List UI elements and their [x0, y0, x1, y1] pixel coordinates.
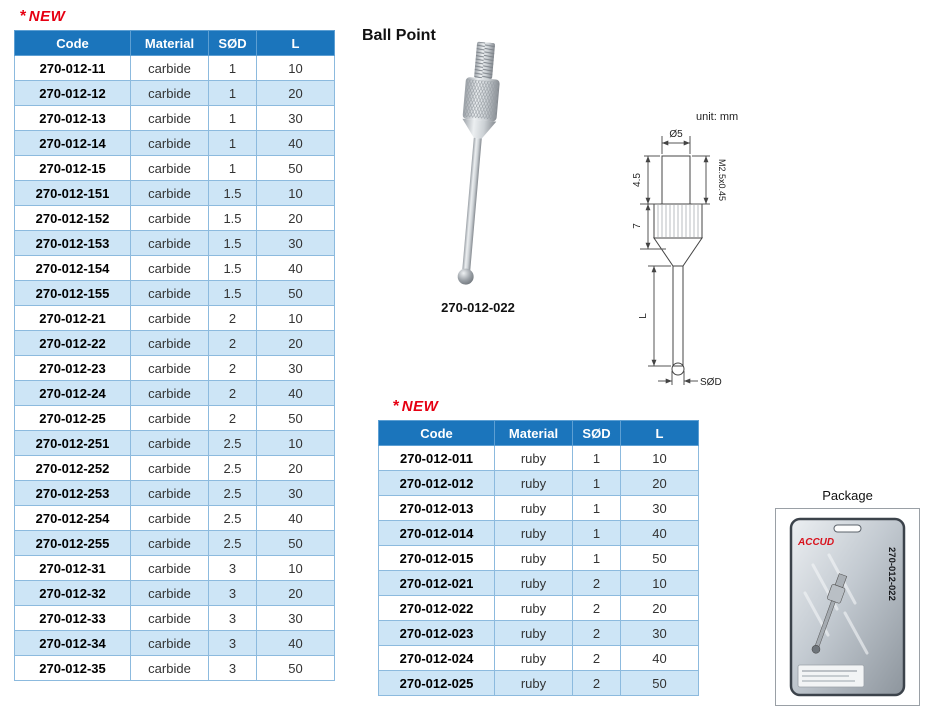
col-header-material: Material — [131, 31, 209, 56]
spec-cell: carbide — [131, 331, 209, 356]
table-row — [15, 231, 335, 256]
table-row — [379, 621, 699, 646]
spec-cell: carbide — [131, 356, 209, 381]
code-cell: 270-012-252 — [15, 456, 131, 481]
spec-cell: 1.5 — [209, 181, 257, 206]
spec-cell: 2 — [209, 331, 257, 356]
spec-cell: carbide — [131, 206, 209, 231]
new-star-icon: * — [393, 398, 400, 415]
code-cell: 270-012-33 — [15, 606, 131, 631]
spec-cell: 50 — [257, 156, 335, 181]
spec-cell: 1.5 — [209, 206, 257, 231]
spec-cell: carbide — [131, 606, 209, 631]
code-cell: 270-012-151 — [15, 181, 131, 206]
dim-tip-dia: SØD — [700, 377, 722, 388]
spec-cell: 30 — [257, 106, 335, 131]
col-header-l: L — [257, 31, 335, 56]
table-row — [15, 431, 335, 456]
table-row — [15, 181, 335, 206]
spec-cell: 40 — [257, 381, 335, 406]
spec-cell: 50 — [621, 546, 699, 571]
spec-cell: carbide — [131, 656, 209, 681]
spec-cell: 1 — [209, 81, 257, 106]
dim-collar-height: 7 — [632, 223, 643, 229]
spec-cell: 2 — [573, 646, 621, 671]
code-cell: 270-012-255 — [15, 531, 131, 556]
code-cell: 270-012-021 — [379, 571, 495, 596]
code-cell: 270-012-025 — [379, 671, 495, 696]
code-cell: 270-012-014 — [379, 521, 495, 546]
spec-cell: carbide — [131, 556, 209, 581]
ball-point-stylus-photo — [420, 40, 530, 298]
code-cell: 270-012-14 — [15, 131, 131, 156]
spec-cell: 10 — [621, 571, 699, 596]
drawing-stud — [662, 156, 690, 204]
spec-cell: 40 — [257, 506, 335, 531]
spec-cell: 1 — [573, 521, 621, 546]
spec-cell: 1 — [573, 471, 621, 496]
table-row — [15, 531, 335, 556]
code-cell: 270-012-251 — [15, 431, 131, 456]
col-header-sod: SØD — [573, 421, 621, 446]
spec-cell: 50 — [257, 656, 335, 681]
spec-cell: carbide — [131, 456, 209, 481]
dim-stud-height: 4.5 — [632, 173, 643, 187]
blister-package-photo — [785, 517, 910, 697]
table-row — [379, 496, 699, 521]
spec-cell: ruby — [495, 496, 573, 521]
spec-cell: carbide — [131, 156, 209, 181]
spec-cell: 10 — [257, 181, 335, 206]
spec-cell: 2 — [573, 621, 621, 646]
spec-cell: 30 — [621, 496, 699, 521]
code-cell: 270-012-015 — [379, 546, 495, 571]
package-label: Package — [822, 488, 873, 503]
spec-cell: 2 — [209, 406, 257, 431]
table-row — [379, 471, 699, 496]
spec-cell: 20 — [257, 456, 335, 481]
code-cell: 270-012-155 — [15, 281, 131, 306]
table-row — [379, 546, 699, 571]
spec-cell: carbide — [131, 131, 209, 156]
table-row — [15, 281, 335, 306]
code-cell: 270-012-23 — [15, 356, 131, 381]
dim-length: L — [638, 313, 649, 319]
code-cell: 270-012-022 — [379, 596, 495, 621]
spec-cell: 30 — [257, 356, 335, 381]
col-header-material: Material — [495, 421, 573, 446]
spec-cell: 2 — [209, 306, 257, 331]
unit-label: unit: mm — [696, 111, 739, 123]
table-row — [379, 446, 699, 471]
spec-cell: 20 — [621, 471, 699, 496]
spec-cell: carbide — [131, 631, 209, 656]
spec-cell: ruby — [495, 646, 573, 671]
spec-cell: carbide — [131, 581, 209, 606]
dim-thread-spec: M2.5x0.45 — [717, 158, 727, 202]
table-row — [15, 556, 335, 581]
code-cell: 270-012-15 — [15, 156, 131, 181]
table-row — [379, 596, 699, 621]
spec-cell: ruby — [495, 521, 573, 546]
spec-cell: carbide — [131, 381, 209, 406]
spec-cell: carbide — [131, 181, 209, 206]
spec-cell: carbide — [131, 81, 209, 106]
spec-cell: 20 — [621, 596, 699, 621]
col-header-code: Code — [379, 421, 495, 446]
code-cell: 270-012-012 — [379, 471, 495, 496]
technical-drawing — [598, 104, 788, 404]
table-row — [15, 606, 335, 631]
spec-cell: carbide — [131, 531, 209, 556]
new-badge-text: NEW — [401, 398, 439, 415]
spec-cell: carbide — [131, 481, 209, 506]
table-row — [15, 381, 335, 406]
stylus-ball-tip — [457, 268, 474, 285]
spec-cell: carbide — [131, 506, 209, 531]
spec-cell: 3 — [209, 606, 257, 631]
spec-cell: 2.5 — [209, 531, 257, 556]
spec-cell: 50 — [257, 531, 335, 556]
spec-cell: carbide — [131, 431, 209, 456]
spec-cell: 20 — [257, 206, 335, 231]
spec-cell: 1 — [209, 106, 257, 131]
spec-cell: 2 — [573, 596, 621, 621]
col-header-sod: SØD — [209, 31, 257, 56]
spec-cell: 2 — [573, 571, 621, 596]
code-cell: 270-012-253 — [15, 481, 131, 506]
spec-cell: ruby — [495, 621, 573, 646]
table-row — [15, 256, 335, 281]
drawing-taper — [654, 238, 702, 266]
code-cell: 270-012-011 — [379, 446, 495, 471]
code-cell: 270-012-013 — [379, 496, 495, 521]
spec-cell: 2 — [573, 671, 621, 696]
spec-cell: 10 — [257, 556, 335, 581]
code-cell: 270-012-31 — [15, 556, 131, 581]
code-cell: 270-012-254 — [15, 506, 131, 531]
spec-cell: ruby — [495, 546, 573, 571]
code-cell: 270-012-13 — [15, 106, 131, 131]
spec-cell: 30 — [257, 231, 335, 256]
spec-cell: 1 — [573, 546, 621, 571]
spec-cell: 40 — [621, 646, 699, 671]
spec-cell: carbide — [131, 56, 209, 81]
spec-cell: carbide — [131, 231, 209, 256]
spec-cell: 3 — [209, 556, 257, 581]
spec-cell: carbide — [131, 281, 209, 306]
code-cell: 270-012-153 — [15, 231, 131, 256]
spec-cell: 30 — [257, 606, 335, 631]
stylus-body — [448, 41, 503, 286]
table-row — [15, 481, 335, 506]
spec-cell: 1 — [209, 131, 257, 156]
code-cell: 270-012-12 — [15, 81, 131, 106]
spec-cell: 3 — [209, 581, 257, 606]
spec-cell: ruby — [495, 446, 573, 471]
table-row — [15, 406, 335, 431]
spec-cell: ruby — [495, 596, 573, 621]
drawing-shaft — [673, 266, 683, 366]
spec-cell: 3 — [209, 631, 257, 656]
spec-cell: 2.5 — [209, 481, 257, 506]
product-code-caption: 270-012-022 — [441, 300, 515, 315]
table-row — [15, 106, 335, 131]
table-row — [15, 631, 335, 656]
spec-cell: 2 — [209, 356, 257, 381]
spec-cell: 50 — [621, 671, 699, 696]
spec-cell: 2.5 — [209, 456, 257, 481]
table-row — [15, 131, 335, 156]
spec-cell: 30 — [257, 481, 335, 506]
spec-cell: 10 — [257, 306, 335, 331]
spec-cell: ruby — [495, 471, 573, 496]
code-cell: 270-012-32 — [15, 581, 131, 606]
table-row — [379, 571, 699, 596]
spec-cell: 30 — [621, 621, 699, 646]
col-header-code: Code — [15, 31, 131, 56]
spec-cell: 2.5 — [209, 431, 257, 456]
spec-cell: 50 — [257, 406, 335, 431]
carbide-spec-table — [14, 30, 335, 681]
table-row — [15, 656, 335, 681]
code-cell: 270-012-023 — [379, 621, 495, 646]
spec-cell: 40 — [257, 256, 335, 281]
spec-cell: 10 — [621, 446, 699, 471]
spec-cell: ruby — [495, 571, 573, 596]
spec-cell: 20 — [257, 581, 335, 606]
spec-cell: 50 — [257, 281, 335, 306]
table-row — [15, 506, 335, 531]
spec-cell: carbide — [131, 306, 209, 331]
code-cell: 270-012-024 — [379, 646, 495, 671]
table-row — [379, 671, 699, 696]
table-header-row — [379, 421, 699, 446]
spec-cell: carbide — [131, 406, 209, 431]
table-row — [15, 456, 335, 481]
table-row — [15, 156, 335, 181]
spec-cell: 1.5 — [209, 281, 257, 306]
spec-cell: 2.5 — [209, 506, 257, 531]
page-title: Ball Point — [362, 27, 436, 44]
col-header-l: L — [621, 421, 699, 446]
spec-cell: 1 — [573, 446, 621, 471]
table-row — [379, 521, 699, 546]
table-row — [379, 646, 699, 671]
spec-cell: 40 — [257, 631, 335, 656]
spec-cell: 40 — [257, 131, 335, 156]
code-cell: 270-012-11 — [15, 56, 131, 81]
new-badge-right — [393, 398, 438, 416]
hang-hole — [834, 525, 861, 532]
new-badge-text: NEW — [28, 8, 66, 25]
brand-logo: ACCUD — [798, 537, 835, 548]
ruby-spec-table — [378, 420, 699, 696]
package-bottom-label — [798, 665, 864, 687]
dim-dia-top: Ø5 — [669, 129, 683, 140]
spec-cell: 20 — [257, 81, 335, 106]
spec-cell: 1.5 — [209, 256, 257, 281]
table-row — [15, 356, 335, 381]
code-cell: 270-012-152 — [15, 206, 131, 231]
package-photo-frame — [775, 508, 920, 706]
spec-cell: carbide — [131, 106, 209, 131]
code-cell: 270-012-22 — [15, 331, 131, 356]
spec-cell: carbide — [131, 256, 209, 281]
spec-cell: 40 — [621, 521, 699, 546]
code-cell: 270-012-154 — [15, 256, 131, 281]
spec-cell: 1 — [209, 56, 257, 81]
table-row — [15, 81, 335, 106]
code-cell: 270-012-34 — [15, 631, 131, 656]
code-cell: 270-012-35 — [15, 656, 131, 681]
code-cell: 270-012-24 — [15, 381, 131, 406]
spec-cell: 10 — [257, 56, 335, 81]
package-code-vertical: 270-012-022 — [886, 547, 897, 601]
table-row — [15, 56, 335, 81]
spec-cell: 20 — [257, 331, 335, 356]
table-row — [15, 581, 335, 606]
spec-cell: 1 — [573, 496, 621, 521]
spec-cell: ruby — [495, 671, 573, 696]
table-header-row — [15, 31, 335, 56]
spec-cell: 1 — [209, 156, 257, 181]
spec-cell: 2 — [209, 381, 257, 406]
new-badge-left — [20, 8, 65, 26]
table-row — [15, 206, 335, 231]
new-star-icon: * — [20, 8, 27, 25]
spec-cell: 10 — [257, 431, 335, 456]
spec-cell: 1.5 — [209, 231, 257, 256]
spec-cell: 3 — [209, 656, 257, 681]
code-cell: 270-012-25 — [15, 406, 131, 431]
table-row — [15, 306, 335, 331]
drawing-ball-tip — [672, 363, 684, 375]
table-row — [15, 331, 335, 356]
code-cell: 270-012-21 — [15, 306, 131, 331]
